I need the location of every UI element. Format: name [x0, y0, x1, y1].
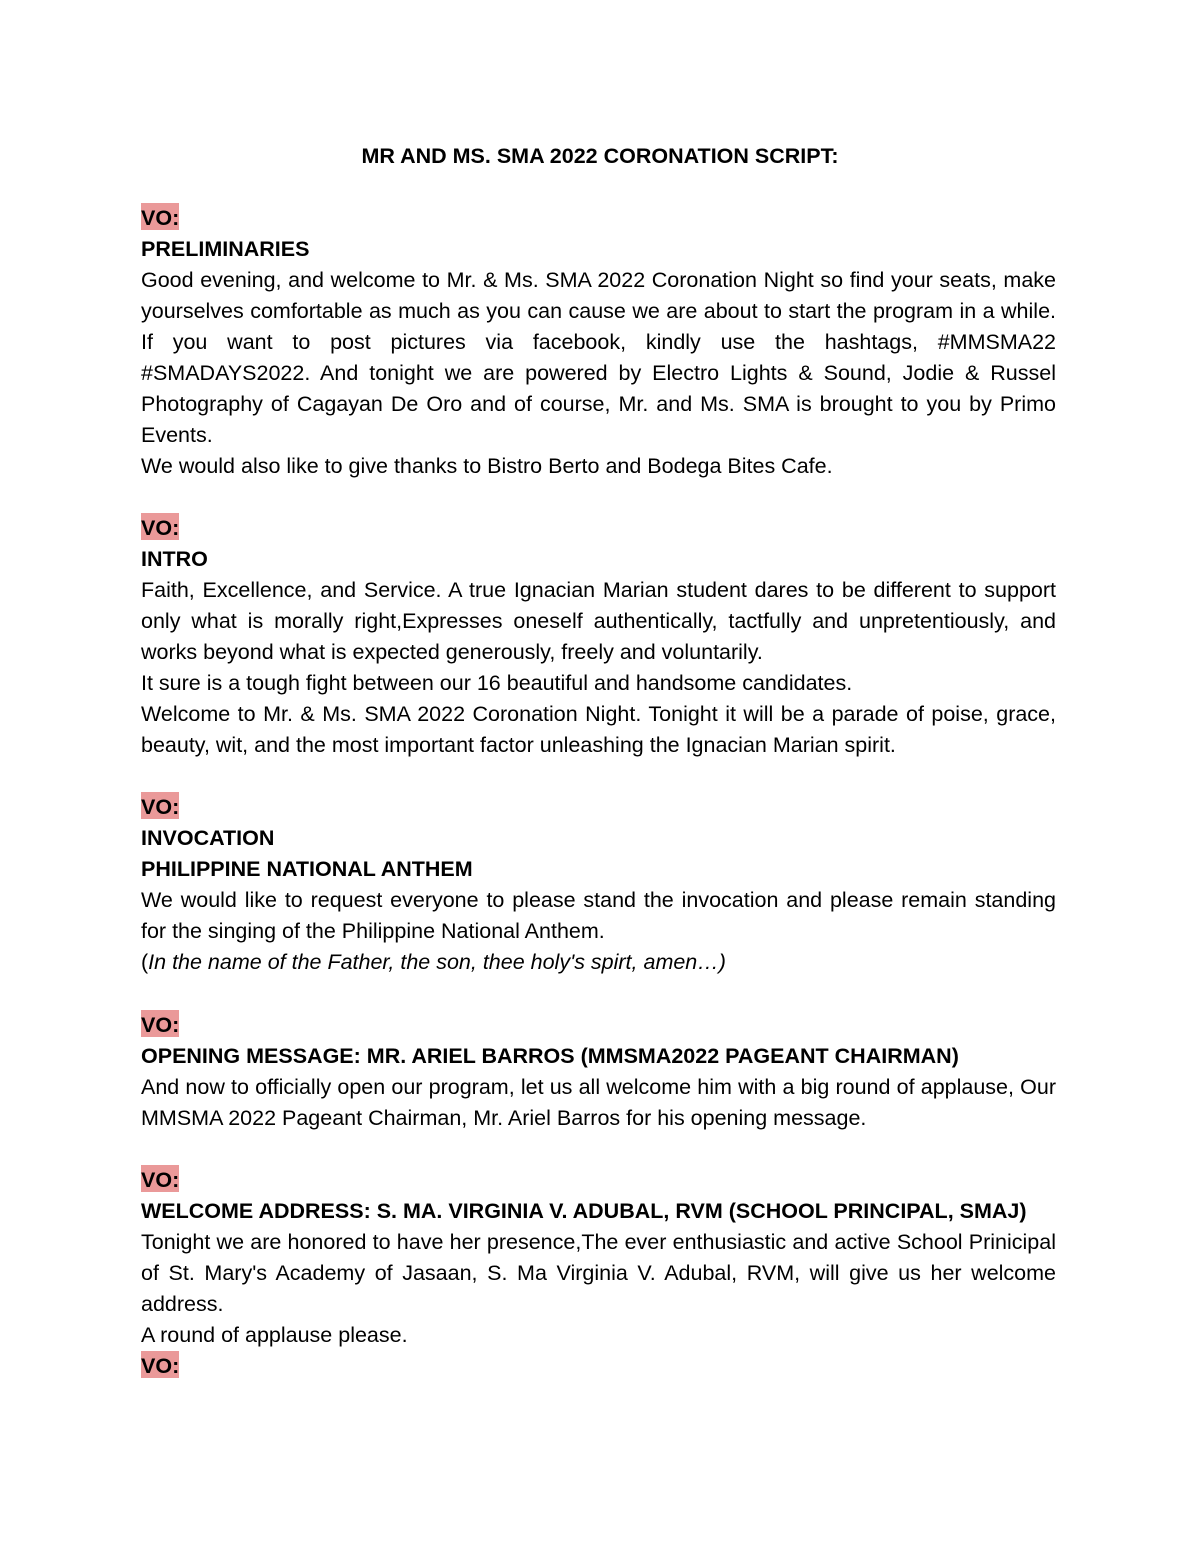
section-intro — [141, 513, 1056, 761]
vo-label: VO: — [141, 513, 179, 540]
section-heading: PRELIMINARIES — [141, 237, 310, 261]
section-heading: OPENING MESSAGE: MR. ARIEL BARROS (MMSMA2022 PAGEANT CHAIRMAN) — [141, 1044, 959, 1068]
section-opening-message — [141, 1010, 1056, 1134]
section-paragraph: A round of applause please. — [141, 1323, 408, 1347]
section-paragraph: Good evening, and welcome to Mr. & Ms. SMA 2022 Coronation Night so find your seats, make yourselves comfortable as much as you can cause we are about to start the program in a while. If you want to post pictures via facebook, kindly use the hashtags, #MMSMA22 #SMADAYS2022. And tonight we are powered by Electro Lights & Sound, Jodie & Russel Photography of Cagayan De Oro and of course, Mr. and Ms. SMA is brought to you by Primo Events. — [141, 268, 1056, 447]
section-subheading: PHILIPPINE NATIONAL ANTHEM — [141, 857, 473, 881]
prayer-open-paren: ( — [141, 950, 149, 974]
section-heading: INTRO — [141, 547, 208, 571]
vo-label: VO: — [141, 1010, 179, 1037]
section-paragraph: We would like to request everyone to please stand the invocation and please remain standing for the singing of the Philippine National Anthem. — [141, 888, 1056, 943]
section-heading: INVOCATION — [141, 826, 275, 850]
section-paragraph: Faith, Excellence, and Service. A true Ignacian Marian student dares to be different to support only what is morally right,Expresses oneself authentically, tactfully and unpretentiously, and works beyond what is expected generously, freely and voluntarily. — [141, 578, 1056, 664]
section-welcome-address — [141, 1165, 1056, 1382]
section-paragraph: And now to officially open our program, let us all welcome him with a big round of applause, Our MMSMA 2022 Pageant Chairman, Mr. Ariel Barros for his opening message. — [141, 1075, 1056, 1130]
prayer-text: In the name of the Father, the son, thee holy's spirt, amen…) — [148, 950, 726, 974]
prayer-line — [141, 947, 1056, 978]
section-paragraph: It sure is a tough fight between our 16 beautiful and handsome candidates. — [141, 671, 853, 695]
vo-label: VO: — [141, 203, 179, 230]
vo-label: VO: — [141, 1351, 179, 1378]
section-heading: WELCOME ADDRESS: S. MA. VIRGINIA V. ADUBAL, RVM (SCHOOL PRINCIPAL, SMAJ) — [141, 1199, 1027, 1223]
vo-label: VO: — [141, 792, 179, 819]
section-paragraph: Tonight we are honored to have her presence,The ever enthusiastic and active School Prinicipal of St. Mary's Academy of Jasaan, S. Ma Virginia V. Adubal, RVM, will give us her welcome address. — [141, 1230, 1056, 1316]
vo-label: VO: — [141, 1165, 179, 1192]
section-paragraph: We would also like to give thanks to Bistro Berto and Bodega Bites Cafe. — [141, 454, 833, 478]
document-title: MR AND MS. SMA 2022 CORONATION SCRIPT: — [361, 144, 839, 168]
section-preliminaries — [141, 203, 1056, 482]
section-invocation — [141, 792, 1056, 978]
section-paragraph: Welcome to Mr. & Ms. SMA 2022 Coronation Night. Tonight it will be a parade of poise, grace, beauty, wit, and the most important factor unleashing the Ignacian Marian spirit. — [141, 702, 1056, 757]
